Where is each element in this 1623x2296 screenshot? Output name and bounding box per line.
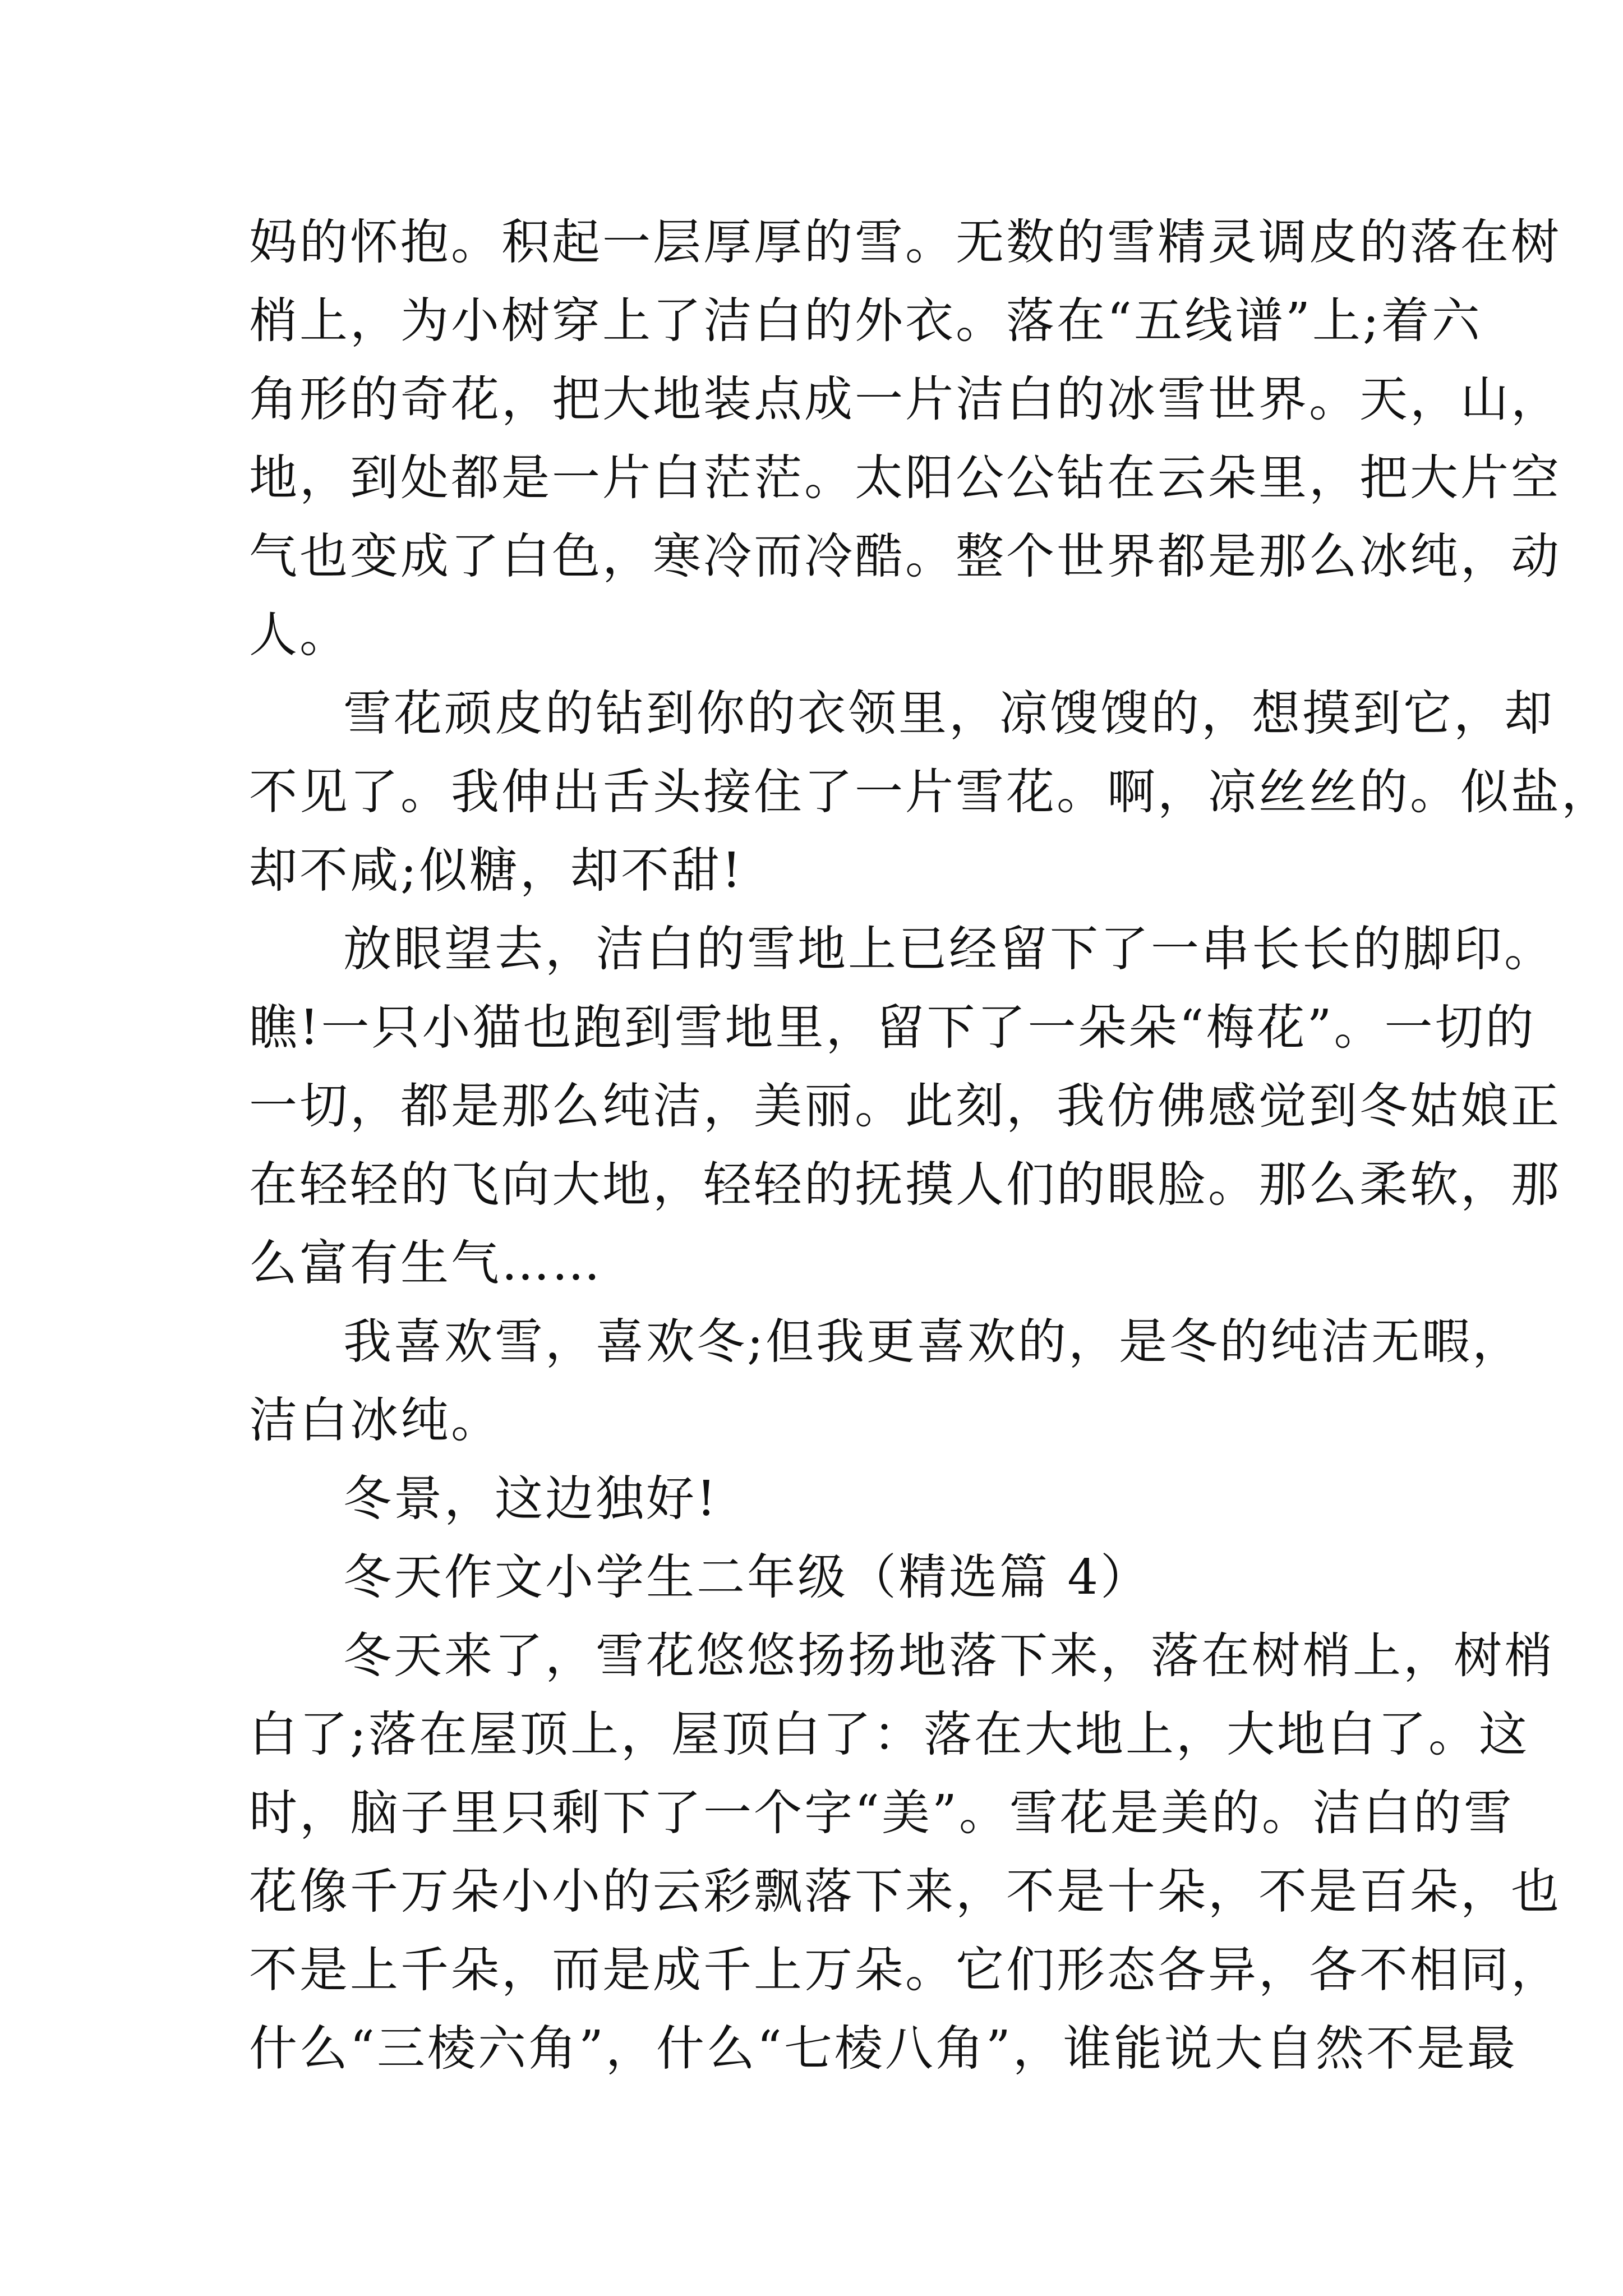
text-line: 梢上，为小树穿上了洁白的外衣。落在“五线谱”上;着六 (249, 293, 1482, 349)
text-line: 花像千万朵小小的云彩飘落下来，不是十朵，不是百朵，也 (249, 1864, 1561, 1920)
text-line: 冬天作文小学生二年级（精选篇 4） (343, 1549, 1151, 1605)
text-line: 瞧!一只小猫也跑到雪地里，留下了一朵朵“梅花”。一切的 (249, 1000, 1536, 1056)
text-line: 不见了。我伸出舌头接住了一片雪花。啊，凉丝丝的。似盐， (249, 764, 1612, 820)
text-line: 什么“三棱六角”，什么“七棱八角”，谁能说大自然不是最 (249, 2021, 1518, 2077)
text-line: 白了;落在屋顶上，屋顶白了：落在大地上，大地白了。这 (249, 1706, 1529, 1763)
document-body (249, 203, 1612, 2088)
text-line: 冬景，这边独好! (343, 1471, 718, 1527)
text-line: 妈的怀抱。积起一层厚厚的雪。无数的雪精灵调皮的落在树 (249, 214, 1561, 270)
text-line: 气也变成了白色，寒冷而冷酷。整个世界都是那么冰纯，动 (249, 528, 1561, 585)
text-line: 洁白冰纯。 (249, 1392, 501, 1448)
text-line: 人。 (249, 607, 350, 663)
text-line: 角形的奇花，把大地装点成一片洁白的冰雪世界。天，山， (249, 371, 1561, 427)
text-line: 我喜欢雪，喜欢冬;但我更喜欢的，是冬的纯洁无暇， (343, 1314, 1523, 1370)
text-line: 地，到处都是一片白茫茫。太阳公公钻在云朵里，把大片空 (249, 450, 1561, 506)
text-line: 么富有生气…… (249, 1235, 602, 1291)
text-line: 放眼望去，洁白的雪地上已经留下了一串长长的脚印。 (343, 921, 1555, 977)
text-line: 在轻轻的飞向大地，轻轻的抚摸人们的眼脸。那么柔软，那 (249, 1157, 1561, 1213)
text-line: 一切，都是那么纯洁，美丽。此刻，我仿佛感觉到冬姑娘正 (249, 1078, 1561, 1134)
text-line: 雪花顽皮的钻到你的衣领里，凉馊馊的，想摸到它，却 (343, 685, 1555, 742)
text-line: 冬天来了，雪花悠悠扬扬地落下来，落在树梢上，树梢 (343, 1628, 1555, 1684)
text-line: 不是上千朵，而是成千上万朵。它们形态各异，各不相同， (249, 1942, 1561, 1998)
text-line: 时，脑子里只剩下了一个字“美”。雪花是美的。洁白的雪 (249, 1785, 1514, 1841)
text-line: 却不咸;似糖，却不甜! (249, 843, 744, 899)
